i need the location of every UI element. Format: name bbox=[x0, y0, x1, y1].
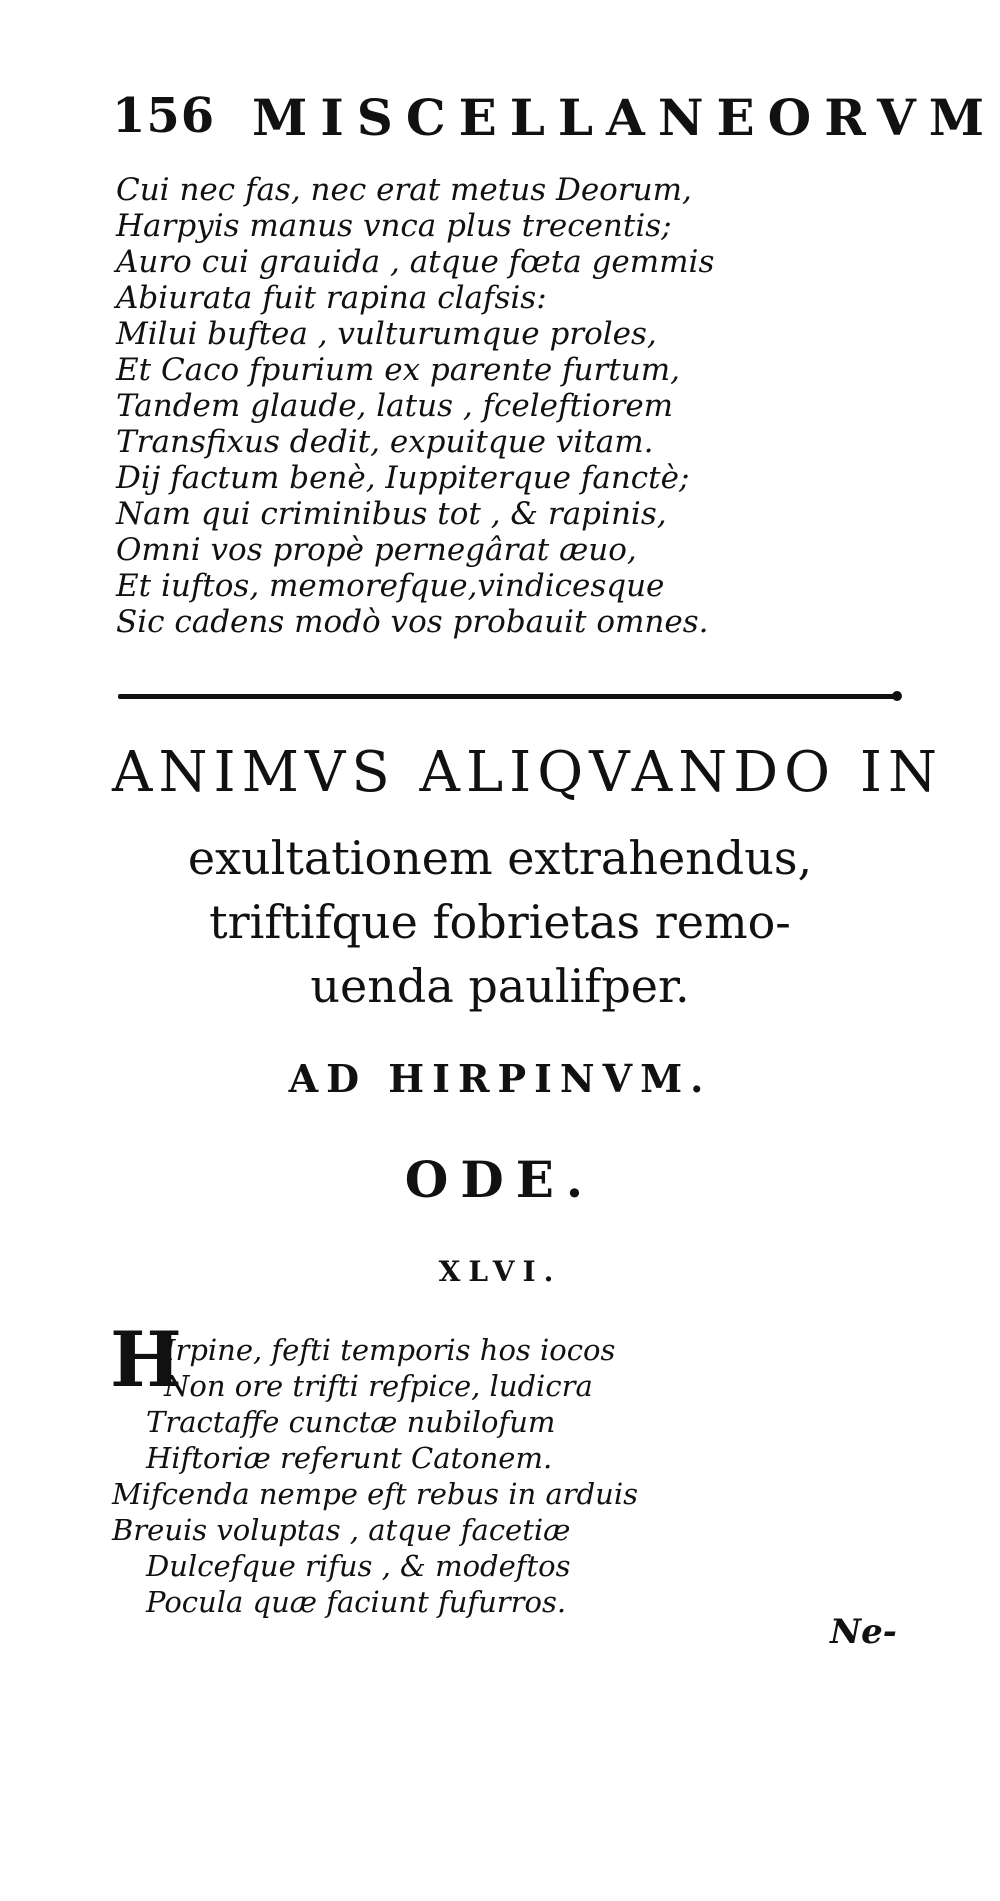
ode-line: Irpine, fefti temporis hos iocos bbox=[164, 1333, 616, 1367]
poem-line: Transfixus dedit, expuitque vitam. bbox=[116, 424, 654, 460]
poem-line: Omni vos propè pernegârat æuo, bbox=[116, 532, 637, 568]
poem-line: Cui nec fas, nec erat metus Deorum, bbox=[116, 172, 692, 208]
poem-line: Nam qui criminibus tot , & rapinis, bbox=[116, 496, 667, 532]
ode-line: Pocula quæ faciunt fufurros. bbox=[146, 1585, 567, 1619]
ode-line: Breuis voluptas , atque facetiæ bbox=[112, 1513, 571, 1547]
section-divider-rule bbox=[118, 694, 896, 699]
ode-line: Non ore trifti refpice, ludicra bbox=[164, 1369, 593, 1403]
subtitle-line: triftifque fobrietas remo- bbox=[209, 895, 791, 949]
poem-line: Sic cadens modò vos probauit omnes. bbox=[116, 604, 709, 640]
section-title: ANIMVS ALIQVANDO IN bbox=[112, 740, 943, 805]
subtitle-line: exultationem extrahendus, bbox=[187, 831, 813, 885]
poem-line: Et Caco fpurium ex parente furtum, bbox=[116, 352, 680, 388]
page-header bbox=[112, 88, 998, 148]
poem-line: Dij factum benè, Iuppiterque fanctè; bbox=[116, 460, 690, 496]
ode-label: ODE. bbox=[404, 1150, 596, 1209]
poem-line: Milui buftea , vulturumque proles, bbox=[116, 316, 657, 352]
section-subtitle bbox=[130, 826, 870, 1018]
dedication: AD HIRPINVM. bbox=[288, 1056, 712, 1101]
ode-line: Dulcefque rifus , & modeftos bbox=[146, 1549, 571, 1583]
poem-line: Tandem glaude, latus , fceleftiorem bbox=[116, 388, 674, 424]
poem-continuation bbox=[116, 172, 736, 640]
ode-number: XLVI. bbox=[438, 1255, 562, 1288]
poem-line: Auro cui grauida , atque fœta gemmis bbox=[116, 244, 715, 280]
page-number: 156 bbox=[112, 88, 216, 144]
ode-line: Tractaffe cunctæ nubilofum bbox=[146, 1405, 556, 1439]
poem-line: Et iuftos, memorefque,vindicesque bbox=[116, 568, 665, 604]
running-head: MISCELLANEORVM bbox=[252, 88, 998, 147]
drop-cap: H bbox=[110, 1315, 182, 1404]
subtitle-line: uenda paulifper. bbox=[310, 959, 690, 1013]
catchword: Ne- bbox=[830, 1612, 897, 1652]
ode-line: Mifcenda nempe eft rebus in arduis bbox=[112, 1477, 638, 1511]
ode-text bbox=[112, 1332, 752, 1620]
ode-line: Hiftoriæ referunt Catonem. bbox=[146, 1441, 553, 1475]
poem-line: Harpyis manus vnca plus trecentis; bbox=[116, 208, 672, 244]
poem-line: Abiurata fuit rapina clafsis: bbox=[116, 280, 547, 316]
